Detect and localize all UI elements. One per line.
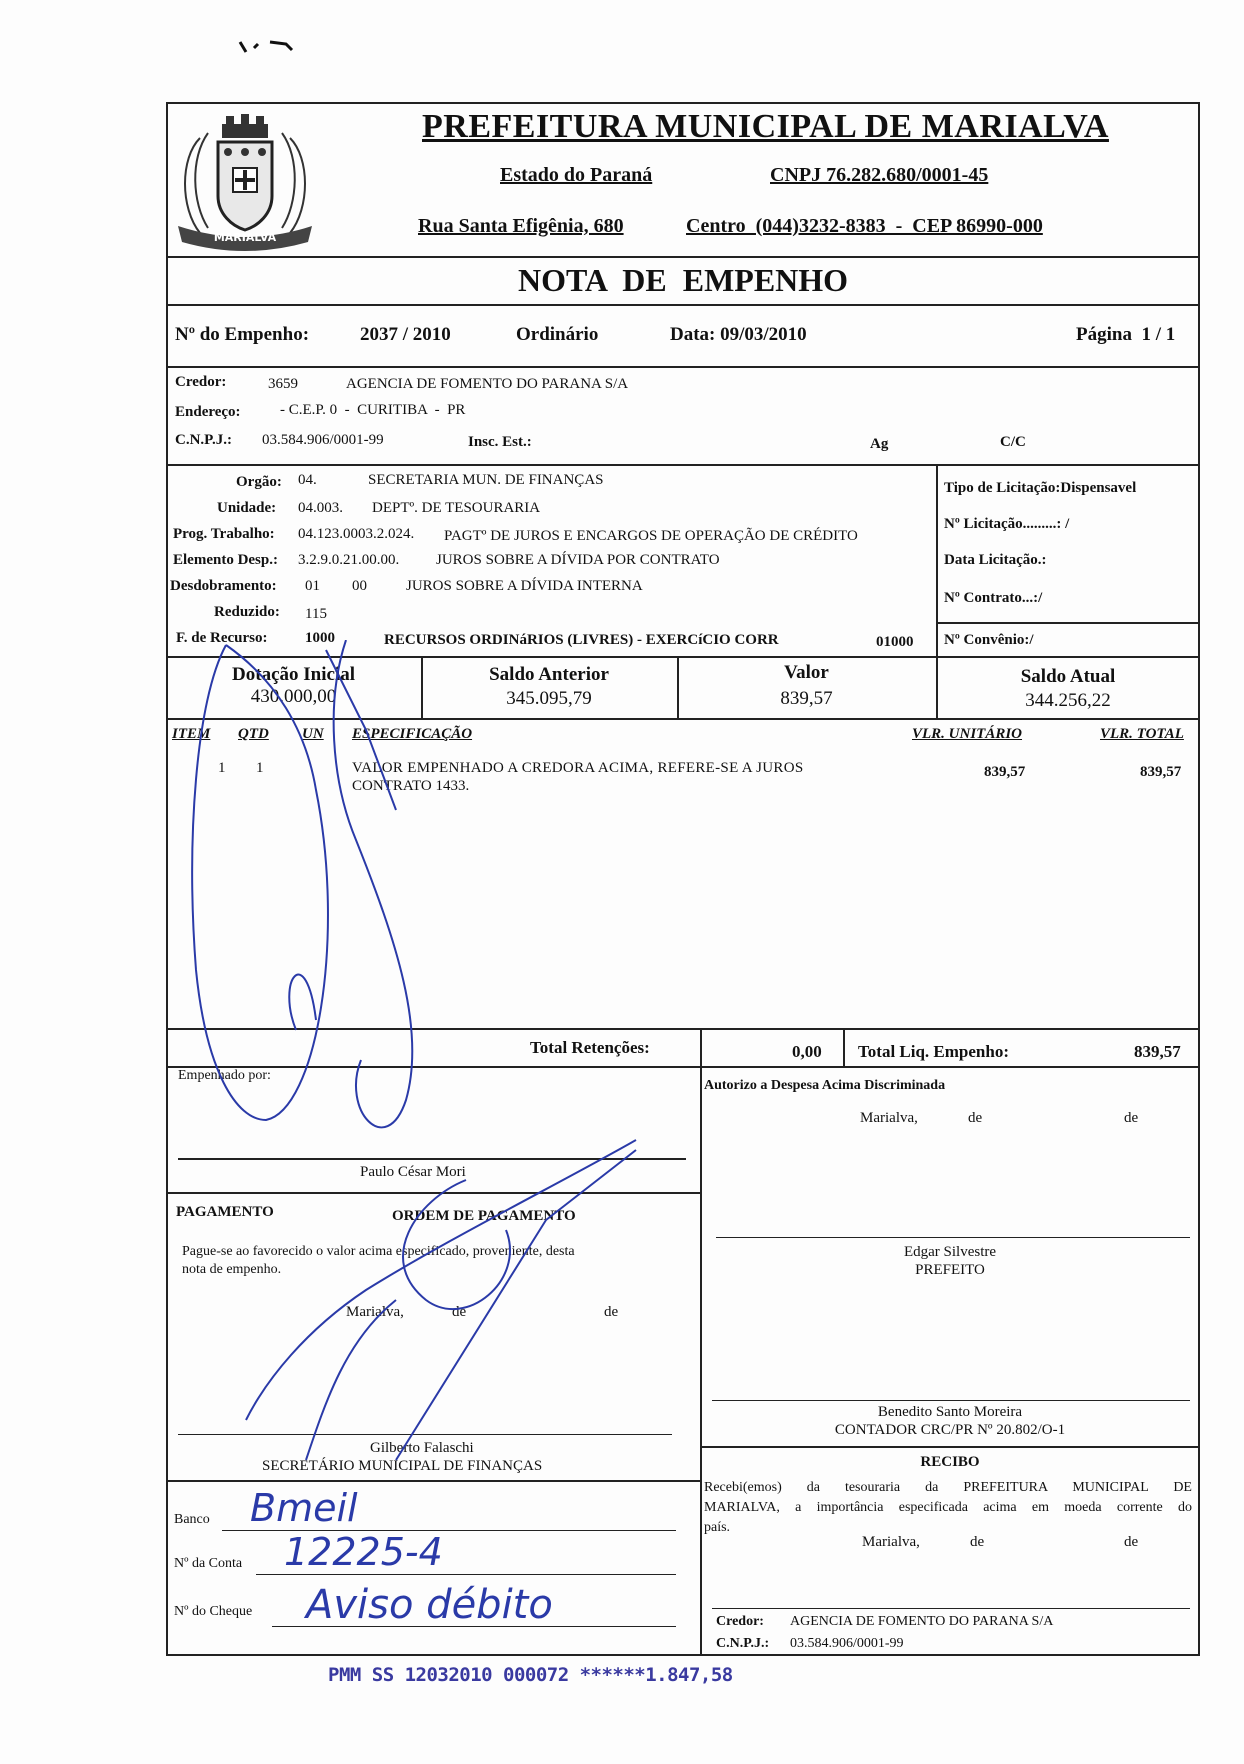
document-title: NOTA DE EMPENHO — [517, 262, 849, 298]
dotacao-inicial-value: 430.000,00 — [250, 686, 337, 707]
prog-trabalho-label: Prog. Trabalho: — [173, 526, 275, 542]
item-number: 1 — [218, 760, 226, 776]
recibo-city: Marialva, — [862, 1534, 920, 1550]
pagamento-de2: de — [604, 1304, 619, 1320]
tipo-licitacao: Tipo de Licitação:Dispensavel — [944, 480, 1137, 496]
total-liquido-value: 839,57 — [1134, 1042, 1181, 1061]
pagamento-de1: de — [452, 1304, 467, 1320]
empenho-date: Data: 09/03/2010 — [670, 324, 807, 345]
scan-mark-icon — [236, 30, 320, 60]
total-liquido-label: Total Liq. Empenho: — [858, 1042, 1009, 1061]
recibo-de2: de — [1124, 1534, 1139, 1550]
recurso-label: F. de Recurso: — [176, 630, 268, 646]
insc-est-label: Insc. Est.: — [468, 434, 532, 450]
recibo-text-line2: MARIALVA, a importância especificada acima em moeda corrente do — [704, 1500, 1192, 1515]
endereco-value: - C.E.P. 0 - CURITIBA - PR — [280, 402, 466, 418]
recibo-text-line1: Recebi(emos) da tesouraria da PREFEITURA MUNICIPAL DE — [704, 1480, 1192, 1495]
desdobramento-desc: JUROS SOBRE A DÍVIDA INTERNA — [406, 578, 643, 594]
autorizo-de2: de — [1124, 1110, 1139, 1126]
empenho-number-label: Nº do Empenho: — [175, 324, 310, 345]
secretario-name: Gilberto Falaschi — [370, 1440, 474, 1456]
empenhado-por-label: Empenhado por: — [178, 1068, 271, 1083]
prefeito-name: Edgar Silvestre — [903, 1244, 997, 1260]
col-vlr-total-header: VLR. TOTAL — [1100, 726, 1184, 742]
recibo-cnpj-value: 03.584.906/0001-99 — [790, 1636, 904, 1651]
col-un-header: UN — [302, 726, 324, 742]
cnpj-credor-value: 03.584.906/0001-99 — [262, 432, 384, 448]
total-retencoes-value: 0,00 — [792, 1042, 822, 1061]
recibo-credor-label: Credor: — [716, 1614, 764, 1629]
state-label: Estado do Paraná — [500, 164, 653, 186]
saldo-atual-label: Saldo Atual — [1020, 666, 1116, 687]
pagamento-text-line1: Pague-se ao favorecido o valor acima especificado, proveniente, desta — [182, 1244, 575, 1259]
credor-code: 3659 — [268, 376, 298, 392]
agencia-label: Ag — [870, 436, 889, 452]
elemento-label: Elemento Desp.: — [173, 552, 278, 568]
recibo-de1: de — [970, 1534, 985, 1550]
item-desc-line1: VALOR EMPENHADO A CREDORA ACIMA, REFERE-SE A JUROS — [352, 760, 804, 776]
page-number: Página 1 / 1 — [1076, 324, 1176, 345]
numero-conta-label: Nº da Conta — [174, 1556, 243, 1571]
item-qtd: 1 — [256, 760, 264, 776]
desdobramento-label: Desdobramento: — [170, 578, 277, 594]
saldo-anterior-value: 345.095,79 — [506, 688, 592, 709]
credor-name: AGENCIA DE FOMENTO DO PARANA S/A — [346, 376, 629, 392]
item-desc-line2: CONTRATO 1433. — [352, 778, 470, 794]
reduzido-label: Reduzido: — [214, 604, 280, 620]
dotacao-inicial-label: Dotação Inicial — [232, 664, 355, 685]
secretario-title: SECRETÁRIO MUNICIPAL DE FINANÇAS — [262, 1458, 543, 1474]
pagamento-city: Marialva, — [346, 1304, 404, 1320]
conta-handwritten: 12225-4 — [284, 1530, 443, 1574]
numero-convenio: Nº Convênio:/ — [944, 632, 1034, 648]
unidade-label: Unidade: — [217, 500, 277, 516]
autorizo-de1: de — [968, 1110, 983, 1126]
contador-name: Benedito Santo Moreira — [877, 1404, 1023, 1420]
saldo-anterior-label: Saldo Anterior — [489, 664, 609, 685]
cnpj-credor-label: C.N.P.J.: — [175, 432, 232, 448]
valor-label: Valor — [784, 662, 829, 683]
unidade-code: 04.003. — [298, 500, 343, 516]
recibo-credor-name: AGENCIA DE FOMENTO DO PARANA S/A — [790, 1614, 1054, 1629]
total-retencoes-label: Total Retenções: — [530, 1038, 650, 1057]
recibo-label: RECIBO — [920, 1454, 980, 1470]
numero-licitacao: Nº Licitação.........: / — [944, 516, 1070, 532]
elemento-desc: JUROS SOBRE A DÍVIDA POR CONTRATO — [436, 552, 720, 568]
desdobramento-b: 00 — [352, 578, 367, 594]
credor-label: Credor: — [175, 374, 227, 390]
col-especificacao-header: ESPECIFICAÇÃO — [352, 726, 473, 742]
crest-banner-text: MARIALVA — [213, 231, 277, 244]
cnpj-label: CNPJ 76.282.680/0001-45 — [770, 164, 989, 186]
conta-corrente-label: C/C — [1000, 434, 1026, 450]
col-vlr-unitario-header: VLR. UNITÁRIO — [912, 726, 1023, 742]
prog-trabalho-desc: PAGTº DE JUROS E ENCARGOS DE OPERAÇÃO DE CRÉDITO — [444, 528, 858, 544]
address-label: Rua Santa Efigênia, 680 — [418, 215, 624, 237]
banco-label: Banco — [174, 1512, 210, 1527]
cheque-handwritten: Aviso débito — [306, 1582, 553, 1628]
ordem-pagamento-label: ORDEM DE PAGAMENTO — [392, 1208, 576, 1224]
item-unit-value: 839,57 — [984, 764, 1026, 780]
saldo-atual-value: 344.256,22 — [1025, 690, 1111, 711]
orgao-desc: SECRETARIA MUN. DE FINANÇAS — [368, 472, 604, 488]
numero-cheque-label: Nº do Cheque — [174, 1604, 253, 1619]
recurso-desc: RECURSOS ORDINáRIOS (LIVRES) - EXERCíCIO CORR — [384, 632, 779, 648]
endereco-label: Endereço: — [175, 404, 241, 420]
orgao-code: 04. — [298, 472, 317, 488]
elemento-code: 3.2.9.0.21.00.00. — [298, 552, 400, 568]
valor-value: 839,57 — [780, 688, 833, 709]
municipal-crest-icon — [170, 108, 320, 258]
municipality-title: PREFEITURA MUNICIPAL DE MARIALVA — [422, 108, 1109, 145]
numero-contrato: Nº Contrato...:/ — [944, 590, 1043, 606]
autorizo-label: Autorizo a Despesa Acima Discriminada — [704, 1078, 946, 1093]
reduzido-value: 115 — [305, 606, 327, 622]
recurso-num: 01000 — [876, 634, 914, 650]
recurso-code: 1000 — [305, 630, 335, 646]
empenho-type: Ordinário — [516, 324, 599, 345]
data-licitacao: Data Licitação.: — [944, 552, 1047, 568]
desdobramento-a: 01 — [305, 578, 320, 594]
payment-stamp: PMM SS 12032010 000072 ******1.847,58 — [328, 1664, 733, 1686]
signature-scribble-icon — [166, 640, 686, 1500]
pagamento-text-line2: nota de empenho. — [182, 1262, 282, 1277]
col-qtd-header: QTD — [238, 726, 269, 742]
col-item-header: ITEM — [172, 726, 211, 742]
empenhado-signer: Paulo César Mori — [360, 1164, 466, 1180]
pagamento-label: PAGAMENTO — [176, 1204, 274, 1220]
recibo-text-line3: país. — [704, 1520, 731, 1535]
recibo-cnpj-label: C.N.P.J.: — [716, 1636, 770, 1651]
contador-title: CONTADOR CRC/PR Nº 20.802/O-1 — [834, 1422, 1066, 1438]
item-total-value: 839,57 — [1140, 764, 1182, 780]
empenho-number: 2037 / 2010 — [360, 324, 451, 345]
prefeito-title: PREFEITO — [915, 1262, 985, 1278]
prog-trabalho-code: 04.123.0003.2.024. — [298, 526, 415, 542]
unidade-desc: DEPTº. DE TESOURARIA — [372, 500, 541, 516]
orgao-label: Orgão: — [236, 474, 282, 490]
autorizo-city: Marialva, — [860, 1110, 918, 1126]
banco-handwritten: Bmeil — [250, 1486, 358, 1530]
district-phone-cep: Centro (044)3232-8383 - CEP 86990-000 — [686, 215, 1043, 237]
